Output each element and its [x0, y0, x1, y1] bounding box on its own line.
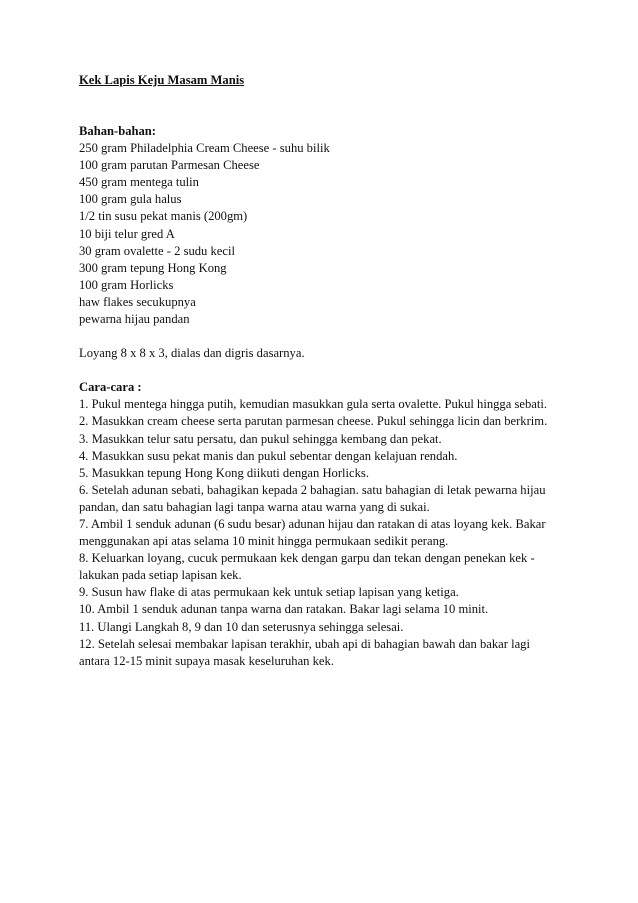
- method-step: [79, 465, 579, 482]
- method-step: [79, 448, 579, 465]
- method-step-line: 12. Setelah selesai membakar lapisan terakhir, ubah api di bahagian bawah dan bakar lagi: [79, 636, 530, 651]
- method-step: [79, 601, 579, 618]
- method-step: [79, 482, 579, 516]
- ingredient-item: 250 gram Philadelphia Cream Cheese - suhu bilik: [79, 141, 330, 156]
- recipe-title: Kek Lapis Keju Masam Manis: [79, 73, 245, 87]
- ingredient-item: 30 gram ovalette - 2 sudu kecil: [79, 243, 235, 258]
- method-step: [79, 584, 579, 601]
- spacer: [79, 328, 579, 345]
- method-step-line: antara 12-15 minit supaya masak keseluruhan kek.: [79, 653, 334, 668]
- method-heading: Cara-cara :: [79, 380, 142, 395]
- method-step: [79, 431, 579, 448]
- method-step-line: 5. Masukkan tepung Hong Kong diikuti dengan Horlicks.: [79, 465, 369, 480]
- method-steps: [79, 396, 579, 670]
- ingredients-heading: Bahan-bahan:: [79, 124, 156, 138]
- method-step-line: 11. Ulangi Langkah 8, 9 dan 10 dan seterusnya sehingga selesai.: [79, 619, 404, 634]
- pan-note: Loyang 8 x 8 x 3, dialas dan digris dasarnya.: [79, 346, 305, 361]
- ingredient-item: 100 gram parutan Parmesan Cheese: [79, 158, 260, 173]
- method-step-line: pandan, dan satu bahagian lagi tanpa warna atau warna yang di sukai.: [79, 499, 430, 514]
- spacer: [79, 89, 579, 123]
- ingredient-item: 450 gram mentega tulin: [79, 175, 199, 190]
- method-step-line: menggunakan api atas selama 10 minit hingga permukaan sedikit perang.: [79, 534, 449, 549]
- ingredient-item: pewarna hijau pandan: [79, 312, 190, 327]
- recipe-document: [79, 72, 579, 670]
- method-step-line: 8. Keluarkan loyang, cucuk permukaan kek dengan garpu dan tekan dengan penekan kek -: [79, 551, 535, 566]
- method-step-line: 10. Ambil 1 senduk adunan tanpa warna dan ratakan. Bakar lagi selama 10 minit.: [79, 602, 489, 617]
- method-step-line: 9. Susun haw flake di atas permukaan kek untuk setiap lapisan yang ketiga.: [79, 585, 459, 600]
- method-step-line: 7. Ambil 1 senduk adunan (6 sudu besar) adunan hijau dan ratakan di atas loyang kek. Bakar: [79, 516, 546, 531]
- method-step-line: 3. Masukkan telur satu persatu, dan pukul sehingga kembang dan pekat.: [79, 431, 442, 446]
- method-step-line: 1. Pukul mentega hingga putih, kemudian masukkan gula serta ovalette. Pukul hingga sebati.: [79, 397, 547, 412]
- method-step-line: 2. Masukkan cream cheese serta parutan parmesan cheese. Pukul sehingga licin dan berkrim.: [79, 414, 548, 429]
- ingredient-item: 300 gram tepung Hong Kong: [79, 260, 227, 275]
- method-step-line: lakukan pada setiap lapisan kek.: [79, 568, 242, 583]
- method-step-line: 4. Masukkan susu pekat manis dan pukul sebentar dengan kelajuan rendah.: [79, 448, 458, 463]
- method-step: [79, 413, 579, 430]
- method-step: [79, 516, 579, 550]
- method-step: [79, 550, 579, 584]
- method-step-line: 6. Setelah adunan sebati, bahagikan kepada 2 bahagian. satu bahagian di letak pewarna hijau: [79, 482, 546, 497]
- spacer: [79, 362, 579, 379]
- ingredient-item: 10 biji telur gred A: [79, 226, 175, 241]
- ingredient-item: 1/2 tin susu pekat manis (200gm): [79, 209, 248, 224]
- method-step: [79, 619, 579, 636]
- method-step: [79, 636, 579, 670]
- ingredient-item: 100 gram Horlicks: [79, 277, 174, 292]
- ingredient-item: haw flakes secukupnya: [79, 294, 196, 309]
- ingredient-item: 100 gram gula halus: [79, 192, 182, 207]
- ingredients-list: [79, 140, 579, 328]
- method-step: [79, 396, 579, 413]
